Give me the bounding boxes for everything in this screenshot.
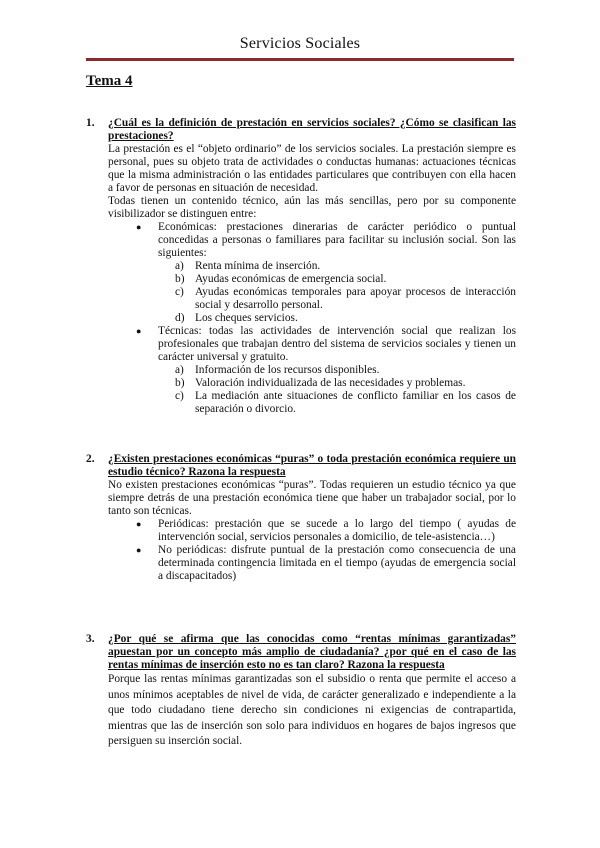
sub-list-letter: b)	[175, 377, 185, 389]
bullet-icon: ●	[136, 222, 142, 232]
sub-list-text: La mediación ante situaciones de conflicto familiar en los casos de separación o divorcio.	[195, 390, 516, 415]
sub-list-letter: d)	[175, 312, 185, 324]
sub-list	[158, 364, 516, 416]
sub-list-item	[158, 390, 516, 416]
answer-paragraph: La prestación es el “objeto ordinario” de los servicios sociales. La prestación siempre es personal, pues su objeto trata de actividades o conductas humanas: actuaciones técnicas que la misma administración o las entidades particulares que contribuyen con ella hacen a favor de personas en situación de necesidad.	[108, 143, 516, 194]
answer-paragraph: Todas tienen un contenido técnico, aún las más sencillas, pero por su componente visibilizador se distinguen entre:	[108, 195, 516, 220]
question-heading: ¿Existen prestaciones económicas “puras” o toda prestación económica requiere un estudio técnico? Razona la respuesta	[108, 453, 516, 478]
sub-list-item	[158, 260, 516, 273]
sub-list-text: Ayudas económicas temporales para apoyar procesos de interacción social y desarrollo personal.	[195, 286, 516, 311]
sub-list-letter: b)	[175, 273, 185, 285]
sub-list-item	[158, 312, 516, 325]
answer-paragraph: Porque las rentas mínimas garantizadas son el subsidio o renta que permite el acceso a unos mínimos aceptables de nivel de vida, de carácter generalizado e independiente a la que todo ciudadano tiene derecho sin condiciones ni exigencias de contrapartida, mientras que las de inserción son solo para individuos en hogares de bajos ingresos que persiguen su inserción social.	[108, 673, 516, 747]
sub-list-text: Información de los recursos disponibles.	[195, 364, 380, 376]
sub-list-item	[158, 273, 516, 286]
sub-list-letter: a)	[175, 260, 184, 272]
list-item-text: Técnicas: todas las actividades de intervención social que realizan los profesionales que trabajan dentro del sistema de servicios sociales y tienen un carácter universal y gratuito.	[158, 325, 516, 363]
answer-paragraph: No existen prestaciones económicas “puras”. Todas requieren un estudio técnico ya que siempre detrás de una prestación económica tiene que haber un trabajador social, por lo tanto son técnicas.	[108, 479, 516, 517]
list-item-text: Periódicas: prestación que se sucede a lo largo del tiempo ( ayudas de intervención social, servicios personales a domicilio, de tele-asistencia…)	[158, 518, 516, 543]
sub-list-letter: c)	[175, 286, 184, 298]
question-number: 2.	[86, 453, 95, 465]
bullet-list	[108, 221, 516, 416]
page-header-title: Servicios Sociales	[239, 35, 361, 52]
sub-list-text: Renta mínima de inserción.	[195, 260, 321, 272]
sub-list-item	[158, 377, 516, 390]
bullet-icon: ●	[136, 326, 142, 336]
question-heading: ¿Cuál es la definición de prestación en servicios sociales? ¿Cómo se clasifican las prestaciones?	[108, 117, 516, 142]
section-title: Tema 4	[86, 73, 133, 89]
list-item	[108, 518, 516, 544]
bullet-list	[108, 518, 516, 583]
sub-list-text: Los cheques servicios.	[195, 312, 298, 324]
header-divider	[86, 58, 514, 61]
question-number: 1.	[86, 117, 95, 129]
bullet-icon: ●	[136, 545, 142, 555]
list-item-text: No periódicas: disfrute puntual de la prestación como consecuencia de una determinada contingencia limitada en el tiempo (ayudas de emergencia social a discapacitados)	[158, 544, 516, 582]
question-2	[86, 453, 516, 583]
list-item-text: Económicas: prestaciones dinerarias de carácter periódico o puntual concedidas a personas o familiares para facilitar su inclusión social. Son las siguientes:	[158, 221, 516, 259]
question-heading: ¿Por qué se afirma que las conocidas como “rentas mínimas garantizadas” apuestan por un concepto más amplio de ciudadanía? ¿por qué en el caso de las rentas mínimas de inserción esto no es tan claro? Razona la respuesta	[108, 633, 516, 671]
question-3	[86, 633, 516, 750]
question-1	[86, 117, 516, 416]
sub-list-text: Ayudas económicas de emergencia social.	[195, 273, 387, 285]
question-number: 3.	[86, 633, 95, 645]
list-item	[108, 325, 516, 416]
sub-list	[158, 260, 516, 325]
sub-list-letter: c)	[175, 390, 184, 402]
bullet-icon: ●	[136, 519, 142, 529]
sub-list-letter: a)	[175, 364, 184, 376]
list-item	[108, 221, 516, 325]
sub-list-text: Valoración individualizada de las necesidades y problemas.	[195, 377, 466, 389]
list-item	[108, 544, 516, 583]
sub-list-item	[158, 286, 516, 312]
sub-list-item	[158, 364, 516, 377]
